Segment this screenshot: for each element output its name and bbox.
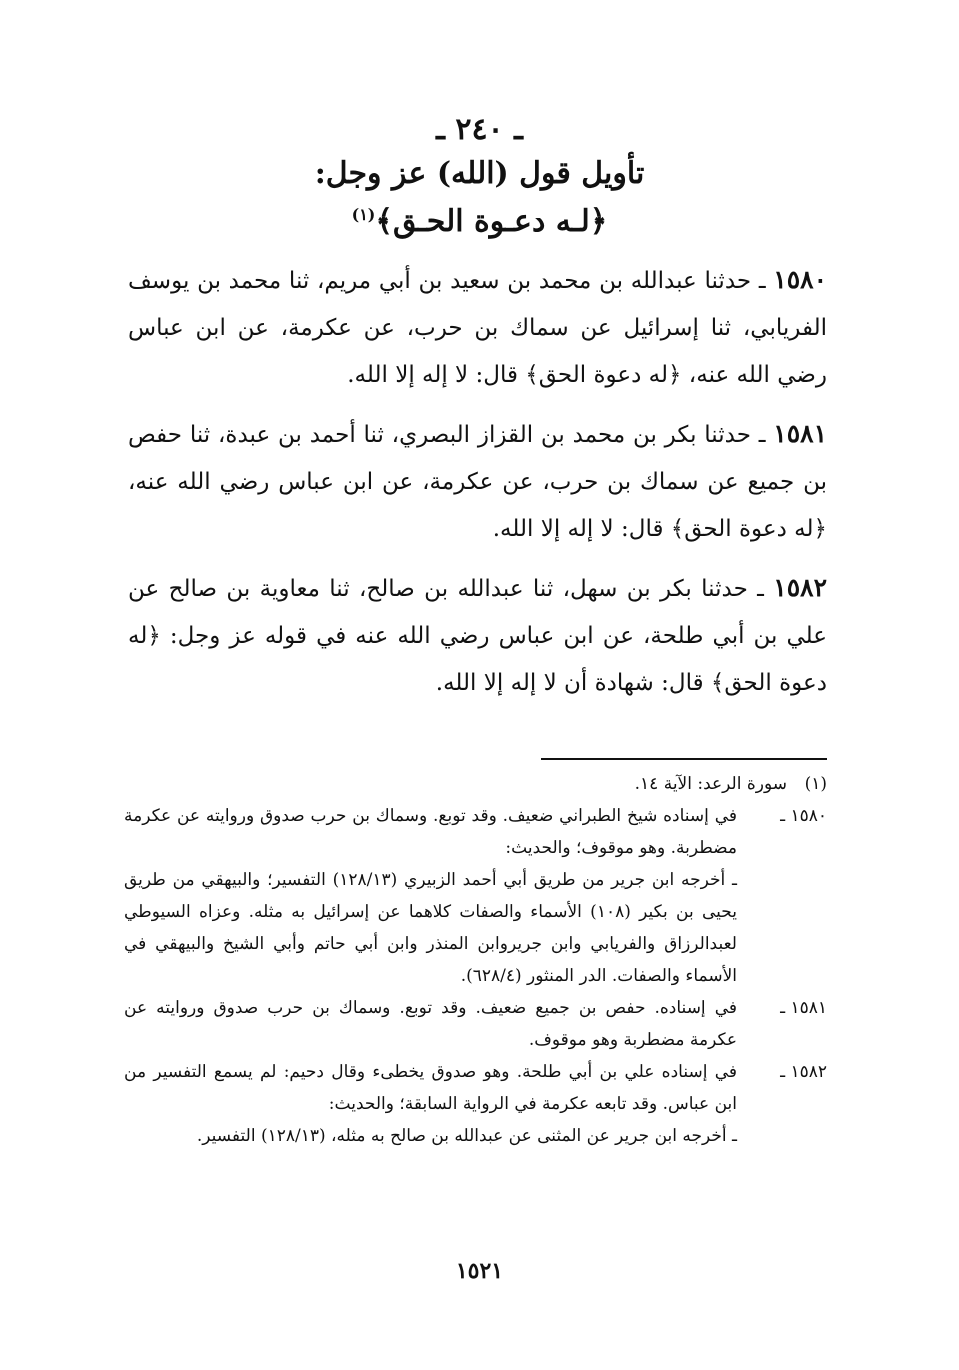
footnote-paragraph: في إسناده علي بن أبي طلحة. وهو صدوق يخطىء وقال دحيم: لم يسمع التفسير من ابن عباس. وقد تابعه عكرمة في الرواية السابقة؛ والحديث: (124, 1062, 737, 1114)
hadith-1580 (128, 256, 827, 399)
footnote-1581 (124, 992, 827, 1056)
footnote-label: ١٥٨٢ ـ (780, 1062, 827, 1082)
footnote-body (124, 1056, 737, 1152)
footnote-paragraph: ـ أخرجه ابن جرير عن المثنى عن عبدالله بن صالح به مثله، (١٢٨/١٣) التفسير. (196, 1126, 737, 1146)
hadith-text: ـ حدثنا بكر بن محمد بن القزاز البصري، ثنا أحمد بن عبدة، ثنا حفص بن جميع عن سماك بن حرب، عن عكرمة، عن ابن عباس رضي الله عنه، ﴿له دعوة الحق﴾ قال: لا إله إلا الله. (128, 422, 827, 542)
chapter-number: ـ ٢٤٠ ـ (436, 112, 523, 147)
footnote-1580 (124, 800, 827, 992)
footnote-label: (١) (804, 774, 827, 794)
footnote-label: ١٥٨١ ـ (780, 998, 827, 1018)
hadith-number: ١٥٨٠ (773, 265, 827, 294)
footnote-paragraph: سورة الرعد: الآية ١٤. (634, 774, 787, 794)
chapter-subtitle-text: ﴿لـه دعـوة الحـق﴾ (375, 204, 608, 239)
footnote-paragraph: ـ أخرجه ابن جرير من طريق أبي أحمد الزبيري (١٢٨/١٣) التفسير؛ والبيهقي من طريق يحيى بن بكير (١٠٨) الأسماء والصفات كلاهما عن إسرائيل به مثله. وعزاه السيوطي لعبدالرزاق والفريابي وابن جريروابن المنذر وابن أبي حاتم وأبي الشيخ والبيهقي في الأسماء والصفات. الدر المنثور (٦٢٨/٤). (124, 870, 737, 986)
hadith-1581 (128, 410, 827, 553)
footnote-label: ١٥٨٠ ـ (780, 806, 827, 826)
hadith-1582 (128, 564, 827, 707)
footnotes (124, 768, 827, 1152)
footnote-paragraph: في إسناده. حفص بن جميع ضعيف. وقد توبع. وسماك بن حرب صدوق وروايته عن عكرمة مضطربة وهو موقوف. (124, 998, 737, 1050)
footnote-1 (124, 768, 827, 800)
footnote-body (124, 800, 737, 992)
footnote-paragraph: في إسناده شيخ الطبراني ضعيف. وقد توبع. وسماك بن حرب صدوق وروايته عن عكرمة مضطربة. وهو موقوف؛ والحديث: (124, 806, 737, 858)
chapter-subtitle-footnote-ref: (١) (351, 205, 376, 224)
footnote-1582 (124, 1056, 827, 1152)
hadith-number: ١٥٨٢ (773, 573, 828, 602)
footnote-body (124, 768, 787, 800)
hadith-text: ـ حدثنا عبدالله بن محمد بن سعيد بن أبي مريم، ثنا محمد بن يوسف الفريابي، ثنا إسرائيل عن سماك بن حرب، عن عكرمة، عن ابن عباس رضي الله عنه، ﴿له دعوة الحق﴾ قال: لا إله إلا الله. (128, 268, 827, 388)
chapter-subtitle (0, 204, 959, 239)
hadith-number: ١٥٨١ (773, 419, 827, 448)
footnote-separator (541, 758, 827, 760)
page-number: ١٥٢١ (455, 1258, 504, 1284)
hadith-text: ـ حدثنا بكر بن سهل، ثنا عبدالله بن صالح، ثنا معاوية بن صالح عن علي بن أبي طلحة، عن ابن عباس رضي الله عنه في قوله عز وجل: ﴿له دعوة الحق﴾ قال: شهادة أن لا إله إلا الله. (128, 576, 827, 696)
footnote-body (124, 992, 737, 1056)
chapter-title: تأويل قول (الله) عز وجل: (314, 156, 645, 191)
